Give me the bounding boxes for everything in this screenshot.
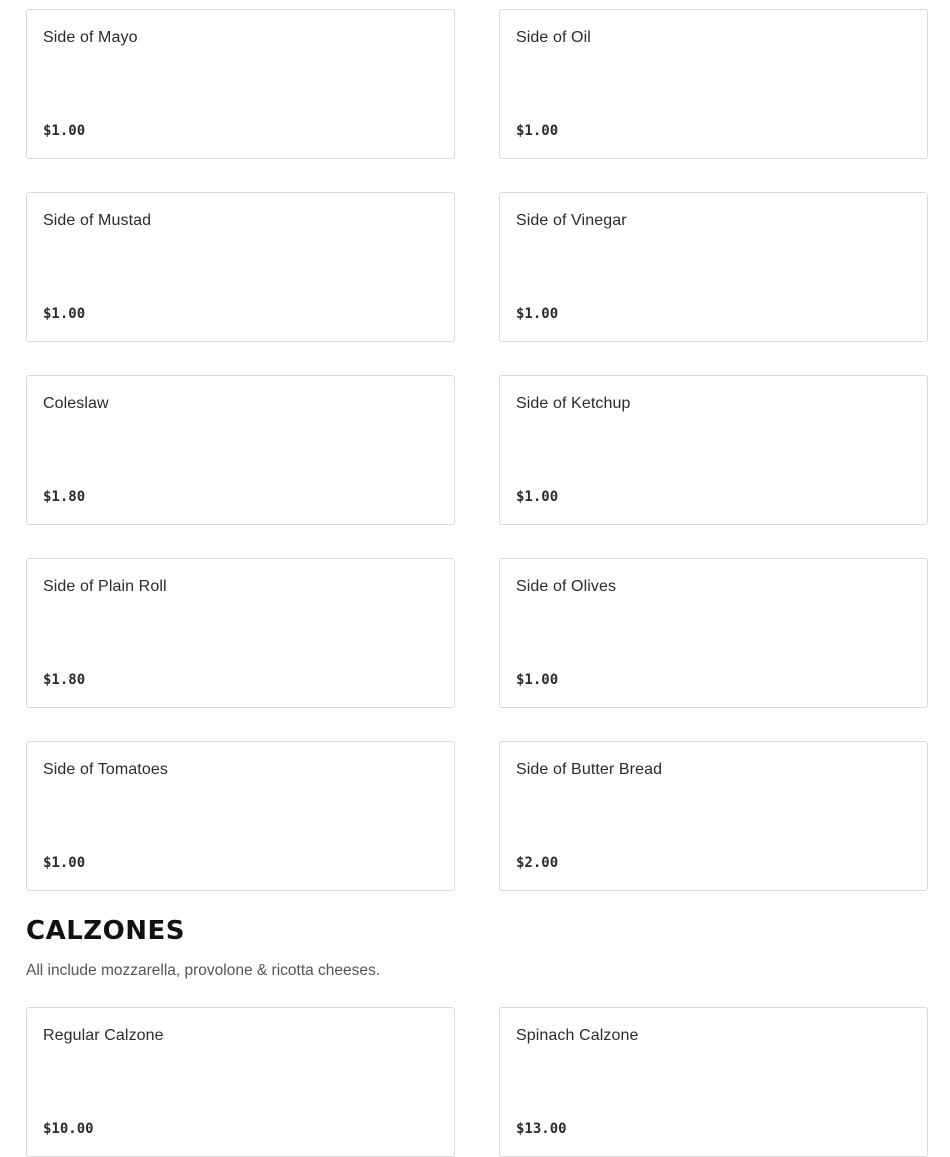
- menu-item-name: Coleslaw: [43, 395, 109, 412]
- menu-item-name: Side of Plain Roll: [43, 578, 167, 595]
- menu-item-card[interactable]: [499, 741, 928, 891]
- menu-item-price: $1.00: [516, 672, 559, 688]
- menu-item-name: Side of Ketchup: [516, 395, 631, 412]
- menu-item-card[interactable]: [26, 741, 455, 891]
- menu-item-card[interactable]: [26, 558, 455, 708]
- menu-item-name: Side of Mustad: [43, 212, 152, 229]
- menu-item-price: $1.00: [43, 306, 86, 322]
- menu-item-card[interactable]: [499, 192, 928, 342]
- menu-item-name: Side of Oil: [516, 29, 591, 46]
- menu-item-price: $1.00: [516, 123, 559, 139]
- menu-item-name: Side of Vinegar: [516, 212, 627, 229]
- menu-item-card[interactable]: [26, 375, 455, 525]
- menu-item-price: $1.80: [43, 672, 86, 688]
- menu-item-name: Spinach Calzone: [516, 1027, 639, 1044]
- menu-item-price: $10.00: [43, 1121, 94, 1137]
- menu-item-price: $1.00: [43, 123, 86, 139]
- menu-item-price: $13.00: [516, 1121, 567, 1137]
- section-description: All include mozzarella, provolone & ricotta cheeses.: [26, 962, 381, 979]
- menu-item-price: $1.00: [43, 855, 86, 871]
- menu-item-card[interactable]: [499, 9, 928, 159]
- menu-item-card[interactable]: [499, 1007, 928, 1157]
- menu-item-card[interactable]: [26, 1007, 455, 1157]
- sides-menu-grid: [26, 9, 928, 891]
- section-title: CALZONES: [26, 916, 185, 946]
- menu-item-card[interactable]: [499, 558, 928, 708]
- menu-item-name: Side of Tomatoes: [43, 761, 168, 778]
- menu-item-card[interactable]: [26, 9, 455, 159]
- menu-item-price: $2.00: [516, 855, 559, 871]
- menu-item-name: Regular Calzone: [43, 1027, 164, 1044]
- menu-item-card[interactable]: [499, 375, 928, 525]
- menu-item-name: Side of Mayo: [43, 29, 138, 46]
- menu-item-price: $1.00: [516, 306, 559, 322]
- menu-item-price: $1.80: [43, 489, 86, 505]
- menu-item-name: Side of Butter Bread: [516, 761, 663, 778]
- menu-item-price: $1.00: [516, 489, 559, 505]
- menu-item-card[interactable]: [26, 192, 455, 342]
- menu-item-name: Side of Olives: [516, 578, 617, 595]
- calzones-menu-grid: [26, 1007, 928, 1157]
